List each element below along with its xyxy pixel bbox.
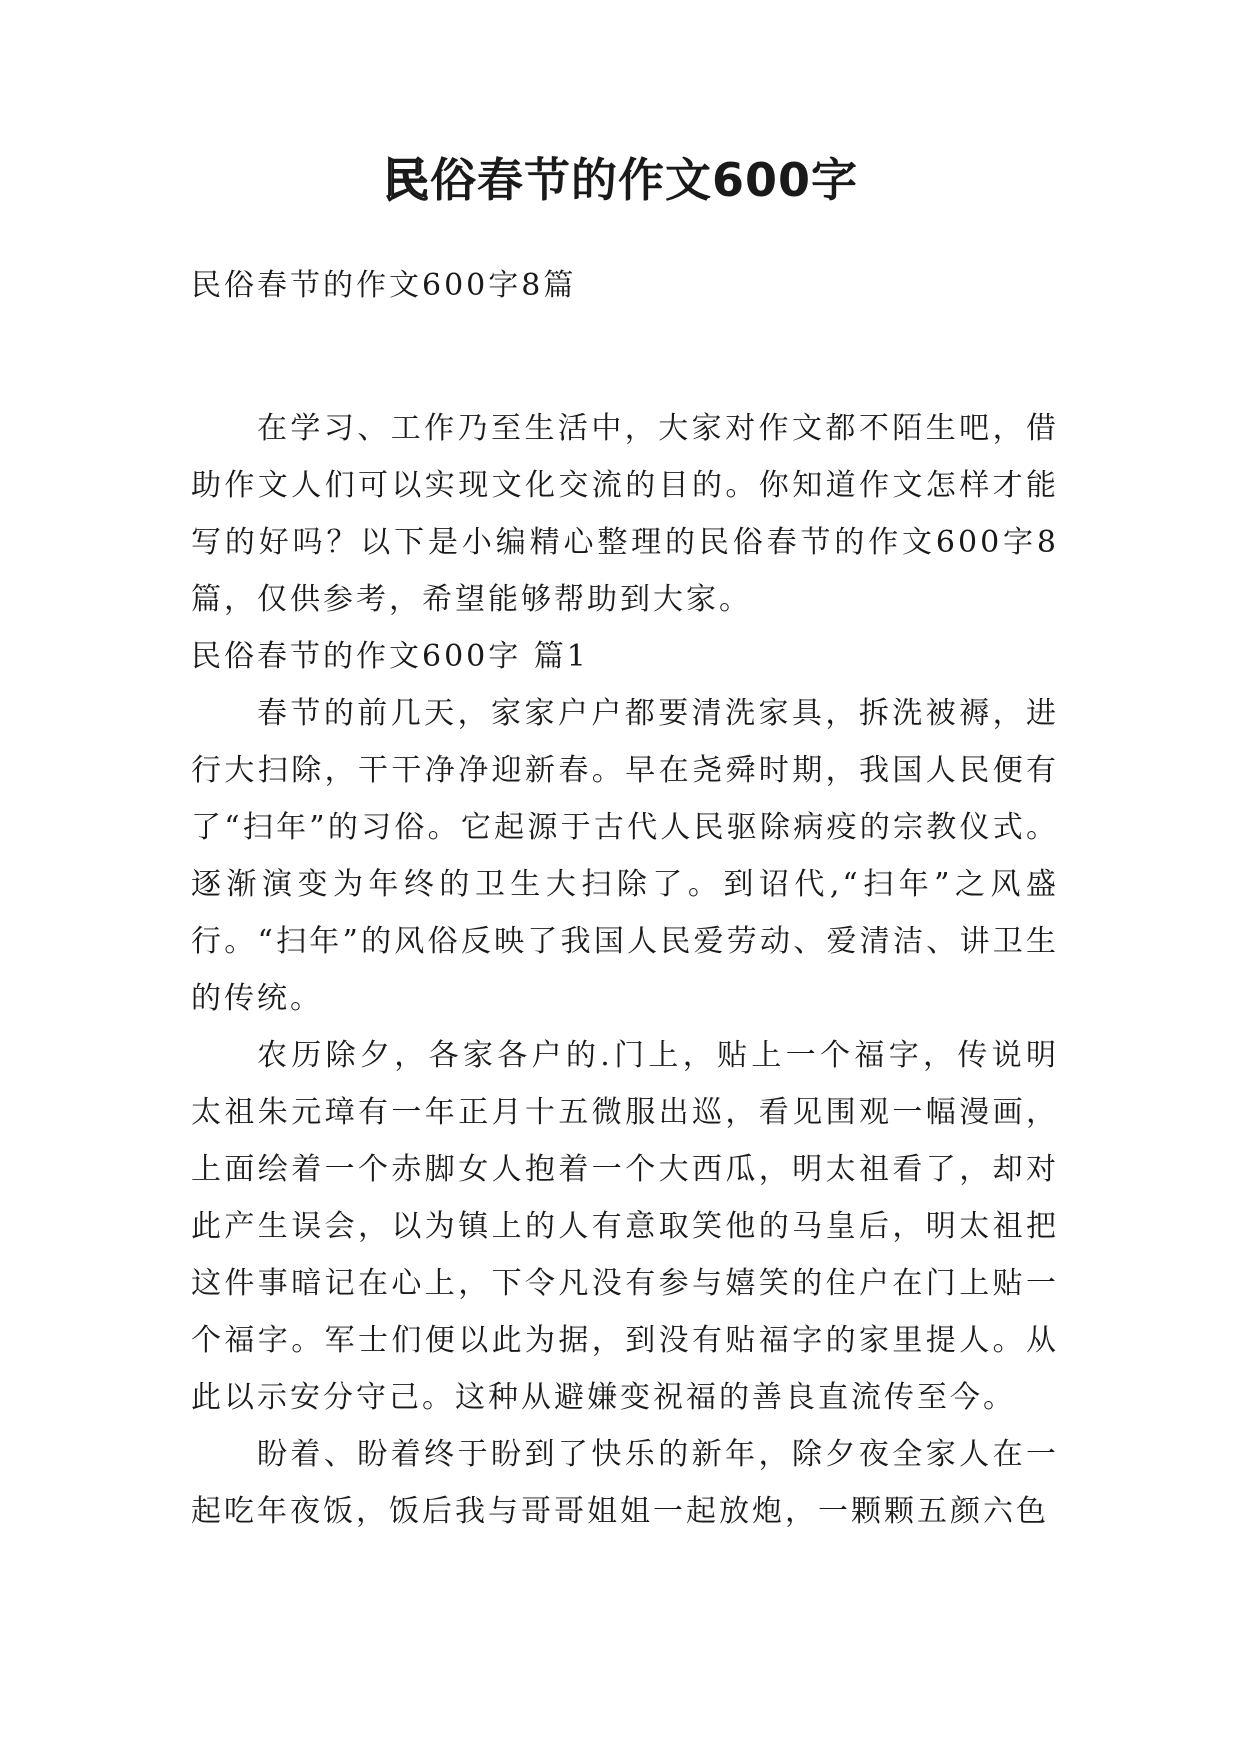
document-subtitle: 民俗春节的作文600字8篇	[191, 268, 577, 303]
paragraph: 盼着、盼着终于盼到了快乐的新年，除夕夜全家人在一起吃年夜饭，饭后我与哥哥姐姐一起放炮，一颗颗五颜六色	[191, 1437, 1059, 1529]
paragraph: 农历除夕，各家各户的.门上，贴上一个福字，传说明太祖朱元璋有一年正月十五微服出巡，看见围观一幅漫画，上面绘着一个赤脚女人抱着一个大西瓜，明太祖看了，却对此产生误会，以为镇上的人有意取笑他的马皇后，明太祖把这件事暗记在心上，下令凡没有参与嬉笑的住户在门上贴一个福字。军士们便以此为据，到没有贴福字的家里提人。从此以示安分守己。这种从避嫌变祝福的善良直流传至今。	[191, 1038, 1059, 1415]
paragraph-intro: 在学习、工作乃至生活中，大家对作文都不陌生吧，借助作文人们可以实现文化交流的目的。你知道作文怎样才能写的好吗？以下是小编精心整理的民俗春节的作文600字8篇，仅供参考，希望能够帮助到大家。	[191, 411, 1059, 617]
title-first-char: 民	[382, 153, 430, 207]
section-heading: 民俗春节的作文600字 篇1	[191, 639, 589, 674]
title-text: 俗春节的作文600字	[429, 153, 859, 207]
document-title	[0, 150, 1241, 210]
document-content	[191, 400, 1059, 1540]
paragraph: 春节的前几天，家家户户都要清洗家具，拆洗被褥，进行大扫除，干干净净迎新春。早在尧舜时期，我国人民便有了“扫年”的习俗。它起源于古代人民驱除病疫的宗教仪式。逐渐演变为年终的卫生大扫除了。到诏代,“扫年”之风盛行。“扫年”的风俗反映了我国人民爱劳动、爱清洁、讲卫生的传统。	[191, 696, 1059, 1016]
